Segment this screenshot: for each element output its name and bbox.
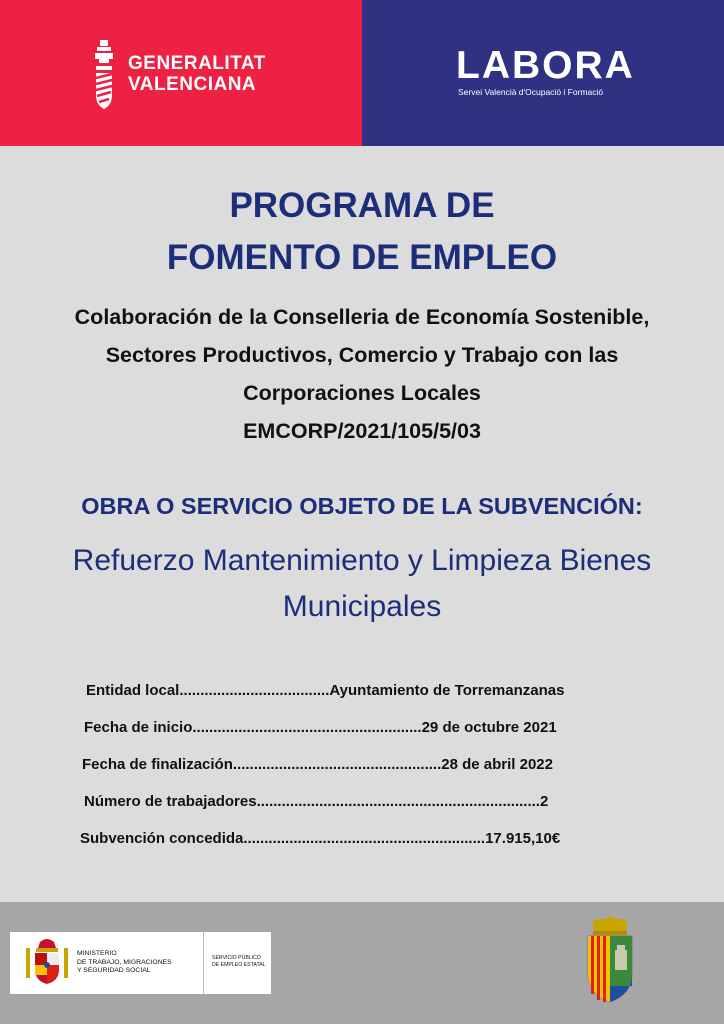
obra-desc-line2: Municipales — [282, 590, 442, 623]
footer — [0, 902, 724, 1024]
detail-label: Número de trabajadores — [84, 793, 257, 810]
program-code: EMCORP/2021/105/5/03 — [243, 419, 481, 443]
detail-leader: .................................................................... — [256, 793, 540, 810]
collaboration-text — [0, 298, 724, 450]
spain-coat-of-arms-icon — [24, 938, 70, 986]
labora-panel — [362, 0, 724, 146]
detail-leader: ....................................................... — [192, 719, 422, 736]
detail-row-trabajadores — [78, 789, 668, 826]
ministry-line3: Y SEGURIDAD SOCIAL — [77, 967, 151, 974]
collaboration-line3: Corporaciones Locales — [243, 381, 481, 405]
generalitat-line1: GENERALITAT — [128, 53, 266, 74]
generalitat-line2: VALENCIANA — [128, 74, 257, 95]
detail-leader: .......................................................... — [243, 830, 486, 847]
program-title — [0, 180, 724, 284]
detail-row-inicio — [78, 715, 668, 752]
ministry-text — [77, 950, 172, 976]
detail-label: Fecha de finalización — [82, 756, 233, 773]
detail-row-finalizacion — [78, 752, 668, 789]
generalitat-emblem-icon — [92, 40, 116, 112]
detail-leader: .................................................. — [232, 756, 442, 773]
sepe-text — [212, 955, 266, 969]
obra-label: OBRA O SERVICIO OBJETO DE LA SUBVENCIÓN: — [81, 493, 643, 519]
ministry-line1: MINISTERIO — [77, 950, 117, 957]
program-title-line1: PROGRAMA DE — [229, 186, 495, 225]
ministry-line2: DE TRABAJO, MIGRACIONES — [77, 958, 172, 966]
header-banner — [0, 0, 724, 146]
obra-desc-line1: Refuerzo Mantenimiento y Limpieza Bienes — [72, 544, 652, 577]
program-title-line2: FOMENTO DE EMPLEO — [166, 238, 558, 277]
details-list — [78, 678, 668, 863]
collaboration-line2: Sectores Productivos, Comercio y Trabajo con las — [105, 343, 619, 367]
sepe-logo — [203, 932, 271, 994]
detail-value: 2 — [539, 793, 549, 810]
detail-row-subvencion — [78, 826, 668, 863]
detail-value: 29 de octubre 2021 — [421, 719, 557, 736]
detail-value: Ayuntamiento de Torremanzanas — [329, 682, 565, 699]
detail-label: Subvención concedida — [80, 830, 244, 847]
detail-leader: .................................... — [179, 682, 330, 699]
sepe-line1: SERVICIO PÚBLICO — [212, 955, 261, 961]
detail-row-entidad — [78, 678, 668, 715]
labora-logo-subtitle: Servei Valencià d'Ocupació i Formació — [458, 87, 604, 97]
detail-value: 28 de abril 2022 — [441, 756, 553, 773]
ministry-logo — [10, 932, 203, 994]
collaboration-line1: Colaboración de la Conselleria de Economía Sostenible, — [74, 305, 650, 329]
labora-logo-title: LABORA — [456, 44, 635, 87]
generalitat-panel — [0, 0, 362, 146]
generalitat-logo-text — [128, 53, 266, 95]
torremanzanas-coat-of-arms-icon — [584, 916, 636, 1004]
detail-value: 17.915,10€ — [485, 830, 561, 847]
obra-description — [0, 538, 724, 630]
detail-label: Fecha de inicio — [84, 719, 193, 736]
detail-label: Entidad local — [86, 682, 180, 699]
sepe-line2: DE EMPLEO ESTATAL — [212, 962, 266, 968]
